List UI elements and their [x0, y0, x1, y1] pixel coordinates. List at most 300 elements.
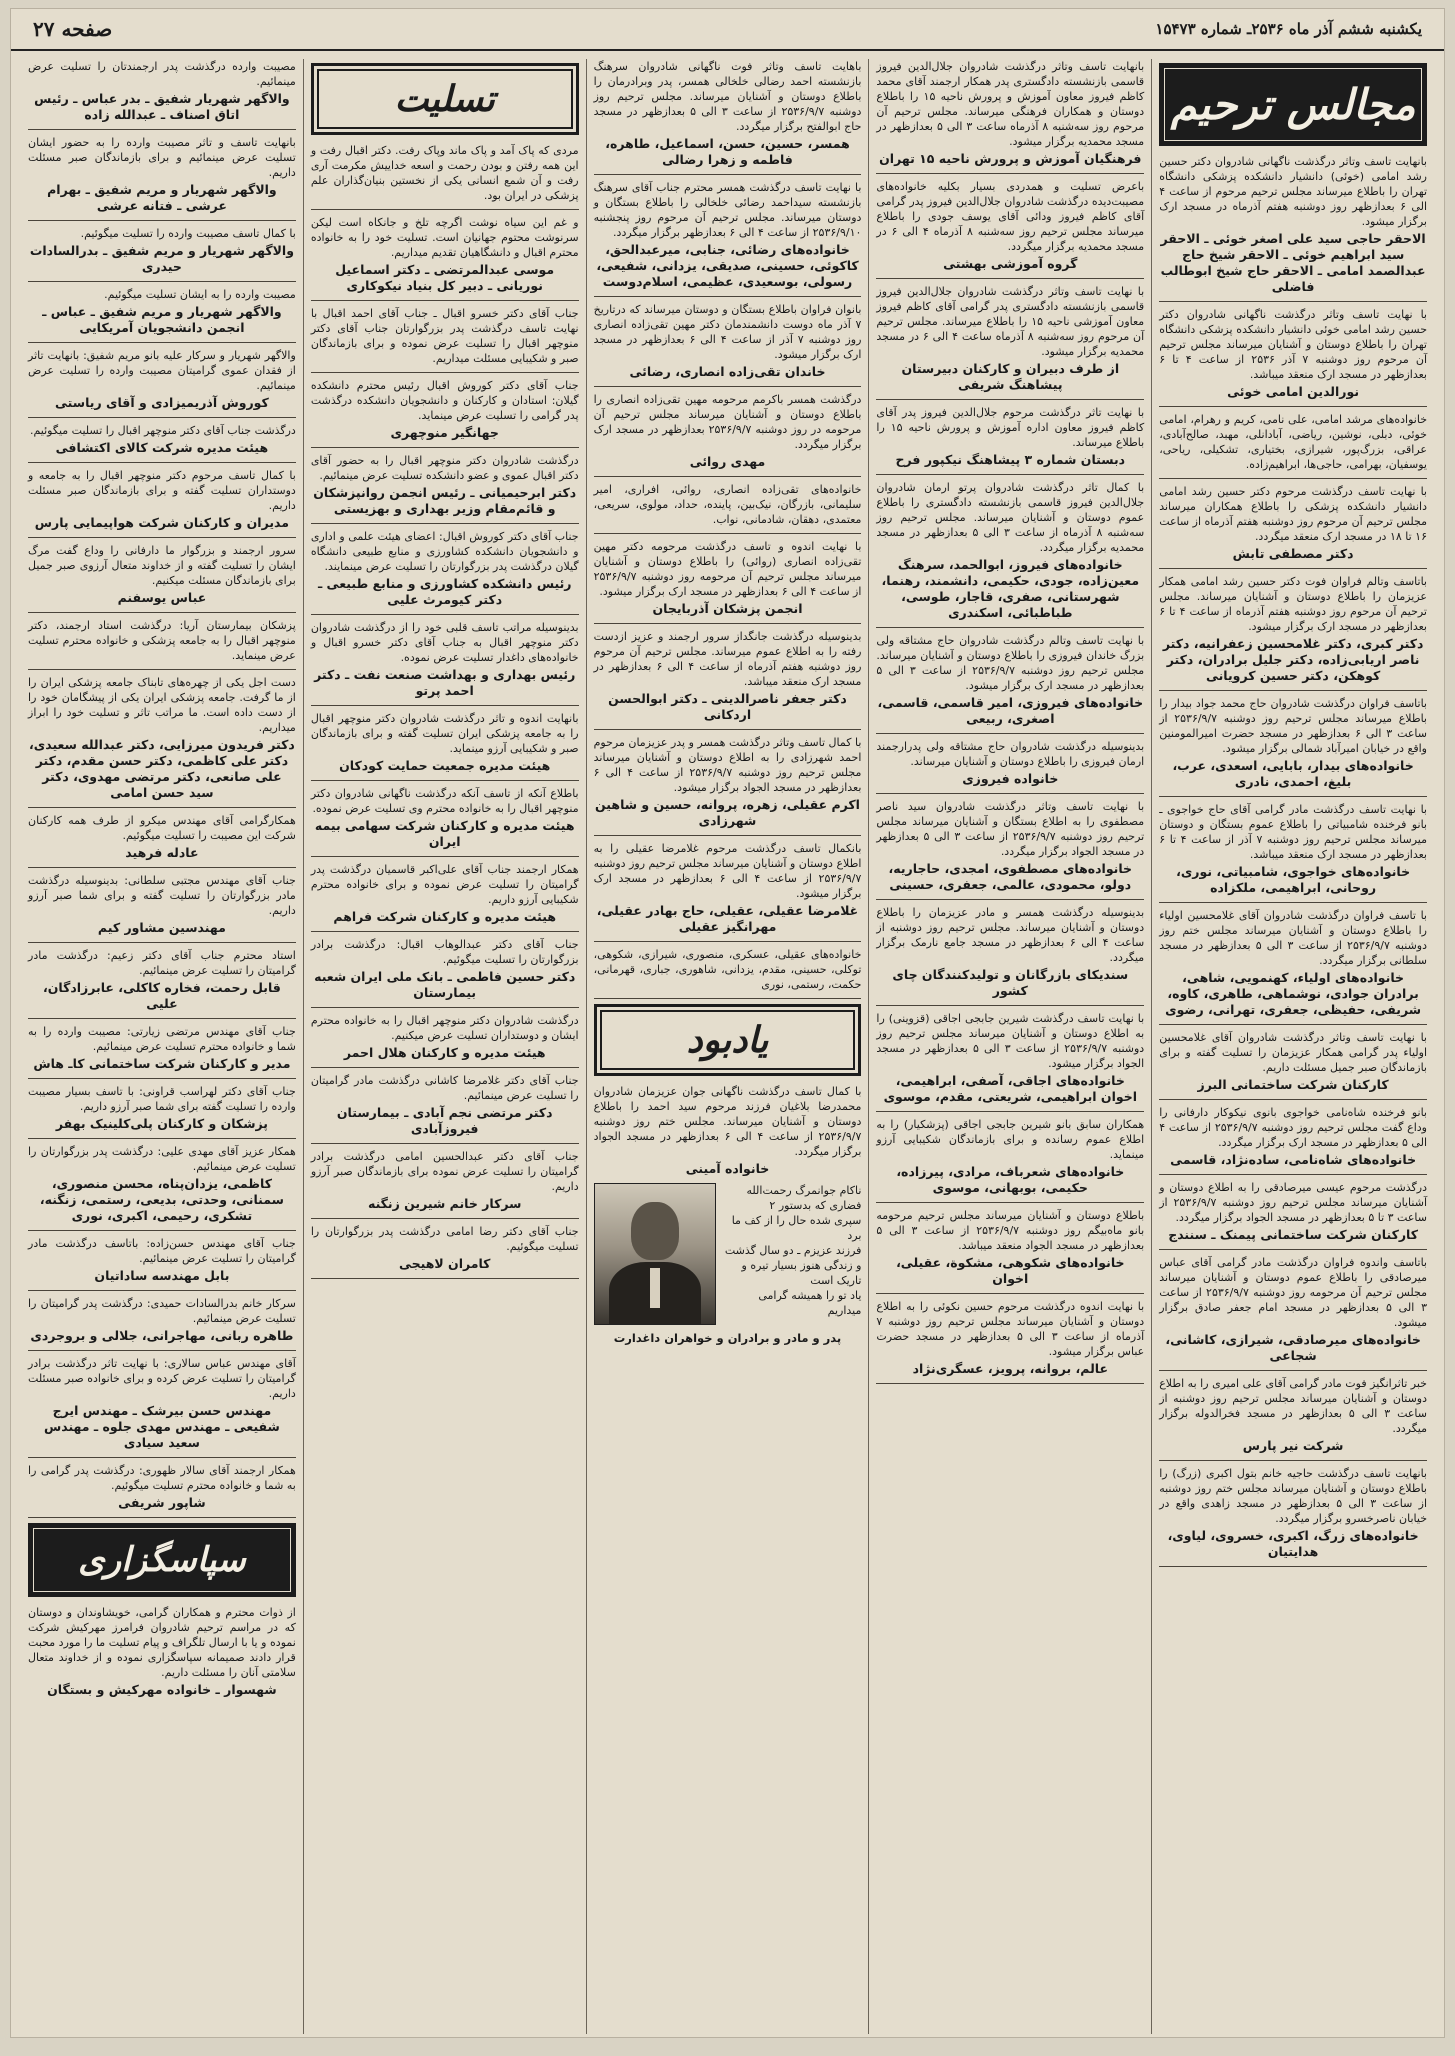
notice: [1159, 1180, 1427, 1243]
notice-text: جناب آقای دکتر خسرو اقبال ـ جناب آقای احمد اقبال با نهایت تاسف درگذشت پدر بزرگوارتان جناب آقای دکتر منوچهر اقبال را تسلیت عرض نموده و برای بازماندگان صبر و شکیبایی مسئلت میداریم.: [310, 307, 579, 365]
notice-signature: خانواده‌های شعرباف، مرادی، پیرزاده، حکیمی، بوبهانی، موسوی: [896, 1164, 1125, 1195]
banner-yadbud: یادبود: [594, 1004, 862, 1076]
divider: [1159, 1249, 1427, 1250]
notice: [311, 143, 579, 203]
notice: [1159, 908, 1427, 1018]
notice: [594, 841, 862, 935]
divider: [1159, 690, 1427, 691]
notice-text: درگذشت شادروان دکتر منوچهر اقبال را به حضور آقای دکتر اقبال عموی و عضو دانشکده تسلیت عرض مینمائیم.: [310, 454, 579, 482]
notice-text: با نهایت تاسف وتاثر درگذشت ناگهانی شادروان دکتر حسین رشد امامی خوئی دانشیار دانشکده پزشکی دانشگاه تهران را باطلاع دوستان و آشنایان میرساند مجلس ترحیم آن مرحوم روز دوشنبه ۷ آذر ۲۵۳۶ از ساعت ۴ تا ۶ بعدازظهر در مسجد ارک منعقد میباشد.: [1159, 308, 1428, 381]
divider: [1159, 1024, 1427, 1025]
notice-signature: همسر، حسین، حسن، اسماعیل، طاهره، فاطمه و زهرا رضالی: [605, 136, 850, 167]
notice: [28, 1084, 296, 1132]
notice: [876, 405, 1144, 468]
notice-signature: نورالدین امامی خوئی: [1227, 384, 1360, 399]
notice: [311, 1149, 579, 1212]
notice-signature: والاگهر شهریار و مریم شفیق ـ بدرالسادات حیدری: [29, 243, 294, 274]
notice-text: با کمال تاثر درگذشت شادروان پرتو ارمان شادروان جلال‌الدین فیروز قاسمی بازنشسته دادگستری را باطلاع عموم دوستان و آشنایان میرساند. مجلس ترحیم روز سه‌شنبه ۸ آذرماه از ساعت ۳ الی ۵ بعدازظهر در مسجد محمدیه برگزار میگردد.: [876, 481, 1145, 554]
divider: [28, 1290, 296, 1291]
divider: [876, 474, 1144, 475]
notice-signature: خانواده‌های فیروزی، امیر قاسمی، قاسمی، اصغری، ربیعی: [877, 695, 1144, 726]
notice-text: جناب آقای دکتر کوروش اقبال رئیس محترم دانشکده گیلان: استادان و کارکنان و دانشجویان دانشکده درگذشت پدر گرامی را تسلیت عرض مینماید.: [310, 379, 579, 422]
notice-text: والاگهر شهریار و سرکار علیه بانو مریم شفیق: بانهایت تاثر از فقدان عموی گرامیتان مصیبت وارده را تسلیت عرض مینمائیم.: [28, 349, 296, 392]
notice-signature: گروه آموزشی بهشتی: [943, 256, 1078, 271]
divider: [28, 342, 296, 343]
notice-text: با نهایت تاسف وتاثر درگذشت شادروان سید ناصر مصطفوی را به اطلاع بستگان و آشنایان میرساند مجلس ترحیم روز دوشنبه ۲۵۳۶/۹/۷ از ساعت ۳ الی ۵ بعدازظهر در مسجد الجواد برگزار میگردد.: [876, 800, 1145, 858]
notice: [311, 306, 579, 366]
poem-signature: پدر و مادر و برادران و خواهران داغدارت: [613, 1331, 842, 1345]
divider: [1159, 1566, 1427, 1567]
notice-text: درگذشت همسر باکرمم مرحومه مهین تقی‌زاده انصاری را باطلاع دوستان و آشنایان میرساند مجلس ترحیم آن مرحومه در روز دوشنبه ۲۵۳۶/۹/۷ بعدازظهر در مسجد ارک برگزار میگردد.: [593, 393, 862, 451]
divider: [311, 1007, 579, 1008]
divider: [311, 1067, 579, 1068]
notice-text: با نهایت تاثر درگذشت مرحوم جلال‌الدین فیروز پدر آقای کاظم فیروز معاون اداره آموزش و پرورش ناحیه ۱۵ را باطلاع میرساند.: [876, 406, 1145, 449]
notice-text: سرکار خانم بدرالسادات حمیدی: درگذشت پدر گرامیتان را تسلیت عرض مینمائیم.: [28, 1297, 296, 1325]
notice-signature: شاپور شریفی: [118, 1495, 206, 1510]
notice-text: جناب آقای دکتر عبدالوهاب اقبال: درگذشت برادر بزرگوارتان را تسلیت میگوئیم.: [310, 938, 579, 966]
divider: [1159, 1460, 1427, 1461]
divider: [311, 1218, 579, 1219]
notice: [28, 873, 296, 936]
notice-signature: فرهنگیان آموزش و پرورش ناحیه ۱۵ تهران: [879, 151, 1142, 166]
notice-text: جناب آقای مهندس مجتبی سلطانی: بدینوسیله درگذشت مادر بزرگوارتان را تسلیت گفته و برای شما صبر آرزو داریم.: [28, 874, 296, 917]
notice-text: جناب آقای مهندس حسن‌زاده: باتاسف درگذشت مادر گرامیتان را تسلیت عرض مینمائیم.: [28, 1237, 296, 1265]
notice-signature: کامران لاهیجی: [398, 1256, 491, 1271]
notice-text: همکار ارجمند آقای سالار ظهوری: درگذشت پدر گرامی را به شما و خانواده محترم تسلیت میگوئیم.: [28, 1464, 296, 1492]
notice-text: درگذشت جناب آقای دکتر منوچهر اقبال را تسلیت میگوئیم.: [29, 424, 296, 437]
notice: [311, 529, 579, 608]
notice-signature: عباس یوسفنم: [117, 590, 207, 605]
notice-text: با کمال تاسف مصیبت وارده را تسلیت میگوئیم.: [80, 227, 296, 240]
notice-signature: خانواده‌های فیروز، ابوالحمد، سرهنگ معین‌زاده، جودی، حکیمی، دانشمند، رهنما، شهرستانی، صفری، قاجار، طوسی، طباطبائی، اسکندری: [881, 557, 1140, 620]
notice: [311, 215, 579, 294]
notice-text: بانهایت تاسف درگذشت حاجیه خانم بتول اکبری (زرگ) را باطلاع دوستان و آشنایان میرساند مجلس ختم روز دوشنبه از ساعت ۳ الی ۵ بعدازظهر در مسجد زاهدی واقع در خیابان ناصرخسرو برگزار میگردد.: [1159, 1467, 1427, 1525]
notice-text: جناب آقای دکتر غلامرضا کاشانی درگذشت مادر گرامیتان را تسلیت عرض مینمائیم.: [310, 1074, 579, 1102]
notice-text: خانواده‌های عقیلی، عسکری، منصوری، شیرازی، شکوهی، توکلی، حسینی، مقدم، یزدانی، شاهوری، جباری، قهرمانی، حکمت، رستمی، نوری: [593, 948, 862, 991]
notice: [28, 1024, 296, 1072]
notice-text: جناب آقای دکتر لهراسب قراونی: با تاسف بسیار مصیبت وارده را تسلیت گفته برای شما صبر آرزو داریم.: [28, 1085, 296, 1113]
divider: [876, 1111, 1144, 1112]
notice-text: بانهایت تاسف وتاثر درگذشت شادروان جلال‌الدین فیروز قاسمی بازنشسته دادگستری پدر همکار ارجمند آقای محمد کاظم فیروز معاون آموزش و پرورش ناحیه ۱۵ را باطلاع دوستان و همکاران فرهنگی میرساند. مجلس ترحیم آن مرحوم روز سه‌شنبه ۸ آذرماه ساعت ۳ الی ۵ بعدازظهر در مسجد محمدیه برگزار میشود.: [876, 60, 1145, 148]
notice-signature: مدیران و کارکنان شرکت هواپیمایی پارس: [34, 515, 290, 530]
notice: [594, 59, 862, 168]
notice-signature: مدیر و کارکنان شرکت ساختمانی کاـ هاش: [33, 1056, 291, 1071]
notice: [876, 1299, 1144, 1377]
banner-sepasgozari: سپاسگزاری: [28, 1523, 296, 1597]
notice: [311, 378, 579, 441]
divider: [28, 1517, 296, 1518]
notice: [876, 179, 1144, 272]
notice-text: با نهایت تاسف وتاثر درگذشت شادروان آقای غلامحسین اولیاء پدر گرامی همکار عزیزمان را تسلیت گفته و برای بازماندگان صبر جمیل مسئلت داریم.: [1159, 1031, 1427, 1074]
notice-signature: کارکنان شرکت ساختمانی پیمنک ـ سنندج: [1168, 1227, 1418, 1242]
notice-text: خبر تاثرانگیز فوت مادر گرامی آقای علی امیری را به اطلاع دوستان و آشنایان میرساند مجلس ترحیم روز دوشنبه از ساعت ۳ الی ۵ بعدازظهر در مسجد فخرالدوله برگزار میگردد.: [1159, 1377, 1427, 1435]
banner-majales-tarhim: مجالس ترحیم: [1159, 63, 1427, 146]
notice-text: با نهایت تاسف درگذشت مادر گرامی آقای حاج خواجوی ـ بانو فرخنده شامبیاتی را باطلاع عموم بستگان و دوستان میرساند مجلس ترحیم روز دوشنبه ۷ آذر از ساعت ۴ تا ۶ بعدازظهر در مسجد ارک منعقد میباشد.: [1159, 803, 1428, 861]
divider: [311, 300, 579, 301]
notice: [311, 1224, 579, 1272]
notice-signature: غلامرضا عقیلی، عقیلی، حاج بهادر عقیلی، مهرانگیز عقیلی: [596, 903, 859, 934]
memorial-poem: [724, 1183, 862, 1318]
divider: [594, 729, 862, 730]
divider: [28, 537, 296, 538]
notice: [594, 629, 862, 723]
notice-signature: مهندس حسن بیرشک ـ مهندس ایرج شفیعی ـ مهندس مهدی جلوه ـ مهندس سعید سیادی: [43, 1403, 280, 1450]
notice: [876, 1117, 1144, 1196]
notice: [28, 1144, 296, 1224]
notice-signature: بابل مهندسه ساداتیان: [94, 1268, 230, 1283]
column-grid: [11, 51, 1444, 2034]
notice: [311, 862, 579, 925]
notice-signature: دکتر جعفر ناصرالدینی ـ دکتر ابوالحسن اردکانی: [608, 691, 847, 722]
poem-line: سپری شده حال را از کف ما برد: [731, 1214, 862, 1242]
notice-signature: هیئت مدیره جمعیت حمایت کودکان: [339, 758, 551, 773]
notice: [28, 1296, 296, 1344]
divider: [28, 1230, 296, 1231]
notice-signature: هیئت مدیره شرکت کالای اکتشافی: [55, 440, 269, 455]
divider: [1159, 301, 1427, 302]
notice: [311, 453, 579, 517]
notice: [876, 799, 1144, 893]
notice-text: باعرض تسلیت و همدردی بسیار بکلیه خانواده‌های مصیبت‌دیده درگذشت شادروان جلال‌الدین فیروز پدر گرامی آقای کاظم فیروز ودائی آقای یوسف جودی را باطلاع میرساند مجلس ترحیم روز سه‌شنبه ۸ آذرماه ۴ الی ۶ در مسجد محمدیه برگزار میگردد.: [876, 180, 1145, 253]
notice-text: بانهایت اندوه و تاثر درگذشت شادروان دکتر منوچهر اقبال را به جامعه پزشکی ایران تسلیت گفته و برای بازماندگان صبر و شکیبایی آرزو مینماید.: [310, 712, 579, 755]
notice: [28, 543, 296, 606]
notice-signature: پزشکان و کارکنان پلی‌کلینیک بهفر: [55, 1116, 268, 1131]
thanks-notice: [28, 1605, 296, 1698]
notice-text: بانهایت تاسف وتاثر درگذشت ناگهانی شادروان دکتر حسین رشد امامی (خوئی) دانشیار دانشکده پزشکی دانشگاه تهران را باطلاع میرساند مجلس ترحیم مرحوم از ساعت ۴ الی ۶ بعدازظهر روز دوشنبه هفتم آذرماه در مسجد ارک برگزار میشود.: [1159, 155, 1428, 228]
notice-signature: طاهره ربانی، مهاجرانی، جلالی و بروجردی: [30, 1328, 294, 1343]
divider: [876, 733, 1144, 734]
divider: [876, 278, 1144, 279]
notice-text: جناب آقای دکتر عبدالحسین امامی درگذشت برادر گرامیتان را تسلیت عرض نموده برای بازماندگان صبر آرزو داریم.: [310, 1150, 579, 1193]
notice: [28, 226, 296, 275]
divider: [28, 417, 296, 418]
divider: [28, 1457, 296, 1458]
notice-text: جناب آقای دکتر کوروش اقبال: اعضای هیئت علمی و اداری و دانشجویان دانشکده کشاورزی و منابع طبیعی دانشگاه گیلان درگذشت پدر بزرگوارتان را تسلیت عرض مینمایند.: [310, 530, 579, 573]
notice: [594, 539, 862, 617]
notice-text: بانکمال تاسف درگذشت مرحوم غلامرضا عقیلی را به اطلاع دوستان و آشنایان میرساند مجلس ترحیم روز دوشنبه ۲۵۳۶/۹/۷ از ساعت ۴ الی ۶ بعدازظهر در مسجد ارک برگزار میشود.: [593, 842, 862, 900]
issue-info: یکشنبه ششم آذر ماه ۲۵۳۶ـ شماره ۱۵۴۷۳: [1155, 20, 1422, 38]
divider: [594, 623, 862, 624]
divider: [594, 998, 862, 999]
divider: [28, 867, 296, 868]
notice: [28, 59, 296, 123]
thanks-signature: شهسوار ـ خانواده مهرکیش و بستگان: [47, 1682, 277, 1697]
notice-text: همکاران سابق بانو شیرین جابجی اجاقی (پزشکیار) را به اطلاع عموم رسانده و برای بازماندگان شکیبایی آرزو مینماید.: [876, 1118, 1145, 1161]
notice-signature: خانواده‌های مصطفوی، امجدی، حاجاریه، دولو، محمودی، عالمی، جعفری، حسینی: [888, 861, 1133, 892]
notice-text: با نهایت تاسف وتاثر درگذشت شادروان جلال‌الدین فیروز قاسمی بازنشسته دادگستری پدر گرامی آقای کاظم فیروز معاون آموزشی ناحیه ۱۵ را باطلاع میرساند. مجلس ترحیم آن مرحوم روز سه‌شنبه ۸ آذرماه ساعت ۴ الی ۶ در مسجد محمدیه برگزار میشود.: [876, 285, 1145, 358]
poem-line: فرزند عزیزم ـ دو سال گذشت: [724, 1244, 862, 1257]
notice: [876, 480, 1144, 621]
divider: [28, 281, 296, 282]
divider: [876, 399, 1144, 400]
notice: [594, 482, 862, 527]
notice-signature: جهانگیر منوچهری: [390, 425, 499, 440]
notice-text: با نهایت اندوه و تاسف درگذشت مرحومه دکتر مهین تقی‌زاده انصاری (روائی) را باطلاع دوستان و آشنایان میرساند مجلس ترحیم آن مرحومه روز دوشنبه ۲۵۳۶/۹/۷ از ساعت ۴ الی ۶ بعدازظهر در مسجد ارک برگزار میشود.: [593, 540, 862, 598]
notice-text: با نهایت تاسف وتالم درگذشت شادروان حاج مشتاقه ولی بزرگ خاندان فیروزی را باطلاع دوستان و آشنایان میرساند. مجلس ترحیم روز دوشنبه ۲۵۳۶/۹/۷ از ساعت ۳ الی ۵ بعدازظهر در مسجد ارک برگزار میشود.: [876, 634, 1145, 692]
notice-text: مصیبت وارده را به ایشان تسلیت میگوئیم.: [104, 288, 296, 301]
notice-text: همکارگرامی آقای مهندس میکرو از طرف همه کارکنان شرکت این مصیبت را تسلیت میگوئیم.: [28, 814, 296, 842]
notice-signature: موسی عبدالمرتضی ـ دکتر اسماعیل نوریانی ـ دبیر کل بنیاد نیکوکاری: [335, 262, 555, 293]
divider: [594, 174, 862, 175]
divider: [28, 1018, 296, 1019]
notice-signature: سرکار خانم شیرین زنگنه: [367, 1196, 522, 1211]
notice-signature: سندیکای بازرگانان و تولیدکنندگان چای کشور: [892, 967, 1129, 998]
notice: [876, 739, 1144, 787]
notice-text: بانو فرخنده شاه‌نامی خواجوی بانوی نیکوکار دارفانی را وداع گفت مجلس ترحیم روز دوشنبه ۲۵۳۶/۹/۷ از ساعت ۴ الی ۵ بعدازظهر در مسجد ارک برگزار میگردد.: [1159, 1106, 1427, 1149]
memorial-text: با کمال تاسف درگذشت ناگهانی جوان عزیزمان شادروان محمدرضا بلاغیان فرزند مرحوم سید احمد را باطلاع دوستان و آشنایان میرساند. مجلس ختم روز دوشنبه ۲۵۳۶/۹/۷ از ساعت ۴ الی ۶ بعدازظهر در مسجد الجواد برگزار میگردد.: [593, 1085, 862, 1158]
notice-text: سرور ارجمند و بزرگوار ما دارفانی را وداع گفت مرگ ایشان را تسلیت گفته و از خداوند متعال آرزوی صبر جمیل برای بازماندگان مسئلت میکنیم.: [28, 544, 296, 587]
divider: [594, 941, 862, 942]
divider: [28, 1350, 296, 1351]
notice: [1159, 1376, 1427, 1454]
poem-line: ناکام جوانمرگ رحمت‌الله فضاری که بدستور ۲: [746, 1184, 862, 1212]
divider: [311, 856, 579, 857]
notice-signature: هیئت مدیره و کارکنان شرکت فراهم: [333, 909, 557, 924]
newspaper-page: [10, 8, 1445, 2038]
notice-signature: خانواده‌های بیدار، بابایی، اسعدی، عرب، بلیغ، احمدی، نادری: [1172, 758, 1414, 789]
notice-signature: رئیس دانشکده کشاورزی و منابع طبیعی ـ دکتر کیومرث علیی: [317, 576, 572, 607]
thanks-text: از ذوات محترم و همکاران گرامی، خویشاوندان و دوستان که در مراسم ترحیم شادروان فرامرز مهرکیش شرکت نموده و یا با ارسال تلگراف و پیام تسلیت ما را مورد محبت قرار دادند صمیمانه سپاسگزاری نموده و از خداوند متعال سلامتی آنان را مسئلت داریم.: [28, 1606, 296, 1679]
notice: [311, 1073, 579, 1137]
notice-text: باتاسف وتالم فراوان فوت دکتر حسین رشد امامی همکار عزیزمان را باطلاع دوستان و آشنایان میرساند. مجلس ترحیم آن مرحوم روز دوشنبه هفتم آذرماه از ساعت ۴ تا ۶ بعدازظهر در مسجد ارک برگزار میشود.: [1159, 575, 1427, 633]
divider: [876, 793, 1144, 794]
notice-signature: خانواده‌های شکوهی، مشکوة، عقیلی، اخوان: [896, 1255, 1125, 1286]
divider: [28, 462, 296, 463]
notice-signature: هیئت مدیره و کارکنان شرکت سهامی بیمه ایران: [314, 818, 575, 849]
notice-text: مصیبت وارده درگذشت پدر ارجمندتان را تسلیت عرض مینمائیم.: [28, 60, 296, 88]
notice-signature: الاحقر حاجی سید علی اصغر خوئی ـ الاحقر سید ابراهیم خوئی ـ الاحقر شیخ حاج عبدالصمد امامی ـ الاحقر حاج شیخ ابوطالب فاضلی: [1160, 231, 1426, 294]
divider: [594, 476, 862, 477]
notice-text: باطلاع آنکه از تاسف آنکه درگذشت ناگهانی شادروان دکتر منوچهر اقبال را به خانواده محترم وی تسلیت عرض نموده.: [310, 787, 579, 815]
notice: [311, 786, 579, 850]
notice-text: جناب آقای مهندس مرتضی زیارتی: مصیبت وارده را به شما و خانواده محترم تسلیت عرض مینمائیم.: [28, 1025, 296, 1053]
divider: [311, 931, 579, 932]
notice: [876, 1011, 1144, 1105]
notice: [1159, 484, 1427, 562]
notice: [1159, 307, 1427, 400]
notice: [28, 675, 296, 801]
notice-text: با تاسف فراوان درگذشت شادروان آقای غلامحسین اولیاء را باطلاع دوستان و آشنایان میرساند مجلس ختم روز دوشنبه ۲۵۳۶/۹/۷ از ساعت ۳ الی ۵ بعدازظهر در مسجد سلطانی برگزار میگردد.: [1159, 909, 1427, 967]
notice: [28, 1463, 296, 1511]
notice-text: استاد محترم جناب آقای دکتر زعیم: درگذشت مادر گرامیتان را تسلیت عرض مینمائیم.: [28, 949, 296, 977]
divider: [594, 386, 862, 387]
notice-text: باتاسف فراوان درگذشت شادروان حاج محمد جواد بیدار را باطلاع میرساند مجلس ترحیم روز دوشنبه ۲۵۳۶/۹/۷ از ساعت ۳ الی ۶ بعدازظهر در مسجد حضرت امیرالمومنین واقع در خیابان امیرآباد شمالی برگزار میشود.: [1159, 697, 1427, 755]
notice: [594, 392, 862, 470]
notice-signature: مهدی روائی: [689, 454, 766, 469]
notice-signature: خانواده‌های شاه‌نامی، ساده‌نژاد، قاسمی: [1170, 1152, 1417, 1167]
notice-signature: هیئت مدیره و کارکنان هلال احمر: [343, 1045, 546, 1060]
notice-signature: دکتر ابرحیمیانی ـ رئیس انجمن روانپزشکان و قائم‌مقام وزیر بهداری و بهزیستی: [313, 485, 577, 516]
notice-signature: قابل رحمت، فخاره کاکلی، عابرزادگان، علیی: [42, 980, 281, 1011]
notice: [1159, 412, 1427, 472]
notice-signature: خانواده‌های رضائی، جنابی، میرعبدالحق، کاکوئی، حسینی، صدیقی، یزدانی، شفیعی، رسولی، بوسعیدی، عظیمی، اسلام‌دوست: [596, 242, 859, 289]
notice-signature: والاگهر شهریار شفیق ـ بدر عباس ـ رئیس اتاق اصناف ـ عبدالله زاده: [34, 91, 290, 122]
notice: [876, 905, 1144, 999]
divider: [311, 523, 579, 524]
notice-signature: خانواده‌های خواجوی، شامبیاتی، نوری، روحانی، ابراهیمی، ملکزاده: [1176, 864, 1411, 895]
memorial-signature: خانواده آمینی: [685, 1161, 770, 1176]
notice-text: بدینوسیله درگذشت جانگداز سرور ارجمند و عزیز ازدست رفته را به اطلاع عموم میرساند. مجلس ترحیم آن مرحوم روز دوشنبه هفتم آذرماه از ساعت ۴ الی ۶ بعدازظهر در مسجد ارک منعقد میباشد.: [593, 630, 862, 688]
page-number: صفحه ۲۷: [33, 17, 113, 41]
notice-signature: رئیس بهداری و بهداشت صنعت نفت ـ دکتر احمد پرتو: [314, 667, 576, 698]
notice-signature: خانواده‌های اولیاء، کهنمویی، شاهی، برادران جوادی، نوشماهی، طاهری، کاوه، شریفی، حفیظی، جعفری، تهرانی، رضوی: [1165, 970, 1422, 1017]
column-tasliyat: [303, 59, 586, 2034]
notice-signature: دکتر کبری، دکتر غلامحسین زعفرانیه، دکتر ناصر اریابی‌زاده، دکتر جلیل برادران، دکتر کوهکن، دکتر حسین کرویانی: [1162, 636, 1424, 683]
notice-signature: خانواده‌های زرگ، اکبری، خسروی، لیاوی، هدایتیان: [1167, 1528, 1419, 1559]
notice: [311, 937, 579, 1001]
notice-signature: خانواده‌های اجاقی، آصفی، ابراهیمی، اخوان ابراهیمی، شریعتی، مقدم، موسوی: [883, 1073, 1138, 1104]
divider: [1159, 1174, 1427, 1175]
poem-line: یاد تو را همیشه گرامی میداریم: [758, 1289, 862, 1317]
divider: [28, 669, 296, 670]
divider: [1159, 902, 1427, 903]
poem-line: و زندگی هنوز بسیار تیره و تاریک است: [741, 1259, 862, 1287]
notice-signature: خانواده فیروزی: [962, 771, 1059, 786]
notice-signature: مهندسین مشاور کیم: [97, 920, 226, 935]
notice: [594, 180, 862, 290]
notice-text: بدینوسیله درگذشت شادروان حاج مشتاقه ولی پدرارجمند ارمان فیروزی را باطلاع دوستان و آشنایان میرساند.: [876, 740, 1145, 768]
notice-text: باهایت تاسف وتاثر فوت ناگهانی شادروان سرهنگ بازنشسته احمد رضالی خلخالی همسر، پدر وبرادرمان را باطلاع دوستان و آشنایان میرساند. مجلس ترحیم روز دوشنبه ۲۵۳۶/۹/۷ از ساعت ۳ الی ۵ بعدازظهر در مسجد حاج ابوالفتح برگزار میگردد.: [593, 60, 862, 133]
divider: [28, 129, 296, 130]
notice: [1159, 802, 1427, 896]
divider: [1159, 568, 1427, 569]
notice-text: مردی که پاک آمد و پاک ماند وپاک رفت. دکتر اقبال رفت و این همه رفتن و بودن رحمت و اسعه خداییش مکرمت آری رفت و آن شمع انسانی یکی از نخستین بنیان‌گذاران علم پزشکی در ایران بود.: [310, 144, 579, 202]
notice: [28, 618, 296, 663]
memorial-notice: [594, 1084, 862, 1177]
notice-signature: عالم، بروانه، پرویز، عسگری‌نژاد: [912, 1361, 1109, 1376]
column-notices-5: [21, 59, 303, 2034]
notice-text: بانوان فراوان باطلاع بستگان و دوستان میرساند که درتاریخ ۷ آذر ماه دوست دانشمندمان دکتر مهین تقی‌زاده انصاری روز دوشنبه ۷ آذر از ساعت ۴ الی ۶ بعدازظهر در مسجد ارک برگزار میشود.: [593, 303, 862, 361]
portrait-photo: [594, 1183, 716, 1325]
divider: [311, 209, 579, 210]
column-majales-tarhim: [1151, 59, 1434, 2034]
notice: [1159, 1255, 1427, 1364]
notice: [876, 59, 1144, 167]
notice-text: با نهایت تاسف درگذشت مرحوم دکتر حسین رشد امامی دانشیار دانشکده پزشکی را باطلاع همکاران میرساند مجلس ترحیم آن مرحوم روز دوشنبه هفتم آذرماه از ساعت ۱۶ تا ۱۸ در مسجد ارک منعقد میگردد.: [1159, 485, 1427, 543]
masthead: [11, 9, 1444, 51]
notice-signature: انجمن پزشکان آذربایجان: [652, 601, 803, 616]
notice: [1159, 1105, 1427, 1168]
notice: [1159, 154, 1427, 295]
divider: [311, 614, 579, 615]
divider: [28, 612, 296, 613]
notice-signature: عادله فرهید: [125, 845, 199, 860]
notice: [311, 711, 579, 774]
notice-signature: دبستان شماره ۳ پیشاهنگ نیکپور فرح: [895, 452, 1126, 467]
notice: [876, 633, 1144, 727]
divider: [876, 1005, 1144, 1006]
divider: [28, 1138, 296, 1139]
notice: [28, 1236, 296, 1284]
notice-text: خانواده‌های تقی‌زاده انصاری، روائی، افراری، امیر سلیمانی، بازرگان، نیک‌بین، پاینده، حداد، مولوی، سریعی، معتمدی، دهقان، شادمانی، نواب.: [593, 483, 862, 526]
notice-text: بدینوسیله درگذشت همسر و مادر عزیزمان را باطلاع دوستان و آشنایان میرساند. مجلس ترحیم روز دوشنبه از ساعت ۴ الی ۶ بعدازظهر در مسجد جامع نارمک برگزار میگردد.: [876, 906, 1145, 964]
divider: [311, 372, 579, 373]
notice: [311, 1013, 579, 1061]
divider: [311, 1278, 579, 1279]
divider: [594, 533, 862, 534]
notice-signature: خانواده‌های میرصادقی، شیرازی، کاشانی، شجاعی: [1165, 1332, 1421, 1363]
notice-text: درگذشت شادروان دکتر منوچهر اقبال را به خانواده محترم ایشان و دوستداران تسلیت عرض میکنیم.: [310, 1014, 579, 1042]
notice-signature: از طرف دبیران و کارکنان دبیرستان پیشاهنگ شریفی: [901, 361, 1120, 392]
divider: [594, 296, 862, 297]
notice-signature: دکتر مصطفی تابش: [1232, 546, 1354, 561]
notice-text: جناب آقای دکتر رضا امامی درگذشت پدر بزرگوارتان را تسلیت میگوئیم.: [310, 1225, 579, 1253]
notice-text: بانهایت تاسف و تاثر مصیبت وارده را به حضور ایشان تسلیت عرض مینمائیم و برای بازماندگان صبر مسئلت داریم.: [28, 136, 296, 179]
notice: [28, 813, 296, 861]
notice-signature: دکتر مرتضی نجم آبادی ـ بیمارستان فیروزآبادی: [336, 1105, 553, 1136]
notice-text: درگذشت مرحوم عیسی میرصادقی را به اطلاع دوستان و آشنایان میرساند مجلس ترحیم روز دوشنبه ۲۵۳۶/۹/۷ از ساعت ۳ تا ۵ بعدازظهر در مسجد الجواد برگزار میگردد.: [1159, 1181, 1427, 1224]
notice-signature: شرکت نیر پارس: [1242, 1438, 1344, 1453]
notice: [28, 948, 296, 1012]
notice-text: دست اجل یکی از چهره‌های تابناک جامعه پزشکی ایران را از ما گرفت. جامعه پزشکی ایران یکی از پیشگامان خود را از دست داده است. ما مراتب تاثر و تسلیت خود را ابراز میداریم.: [28, 676, 296, 734]
divider: [1159, 1370, 1427, 1371]
notice-text: پزشکان بیمارستان آریا: درگذشت استاد ارجمند، دکتر منوچهر اقبال را به جامعه پزشکی و خانواده محترم تسلیت عرض مینماید.: [28, 619, 296, 662]
divider: [28, 807, 296, 808]
notice: [876, 1208, 1144, 1287]
notice-text: همکار عزیز آقای مهدی علیی: درگذشت پدر بزرگوارتان را تسلیت عرض مینمائیم.: [28, 1145, 296, 1173]
notice: [28, 348, 296, 411]
divider: [28, 942, 296, 943]
divider: [1159, 478, 1427, 479]
notice: [594, 302, 862, 380]
notice: [28, 135, 296, 214]
divider: [1159, 1099, 1427, 1100]
notice: [1159, 1466, 1427, 1560]
notice-signature: والاگهر شهریار و مریم شفیق ـ عباس ـ انجمن دانشجویان آمریکایی: [42, 304, 282, 335]
divider: [594, 835, 862, 836]
column-notices-2: [868, 59, 1151, 2034]
divider: [311, 780, 579, 781]
notice-text: باطلاع دوستان و آشنایان میرساند مجلس ترحیم مرحومه بانو ماه‌بیگم روز دوشنبه ۲۵۳۶/۹/۷ از ساعت ۳ الی ۵ بعدازظهر در مسجد الجواد منعقد میباشد.: [876, 1209, 1145, 1252]
divider: [876, 1383, 1144, 1384]
column-notices-3: [586, 59, 869, 2034]
banner-tasliyat: تسلیت: [311, 63, 579, 135]
notice: [28, 468, 296, 531]
notice-text: آقای مهندس عباس سالاری: با نهایت تاثر درگذشت برادر گرامیتان را تسلیت عرض کرده و برای خانواده صبر مسئلت داریم.: [28, 1357, 296, 1400]
divider: [311, 1143, 579, 1144]
notice-text: و غم این سیاه نوشت اگرچه تلخ و جانکاه است لیکن سرنوشت محتوم جهانیان است. تسلیت خود را به خانواده محترم اقبال و دانشگاهیان تقدیم میداریم.: [310, 216, 579, 259]
divider: [28, 220, 296, 221]
notice: [28, 287, 296, 336]
notice: [1159, 574, 1427, 684]
notice: [28, 423, 296, 456]
notice-signature: دکتر حسین فاطمی ـ بانک ملی ایران شعبه بیمارستان: [314, 969, 576, 1000]
notice: [594, 735, 862, 829]
divider: [876, 627, 1144, 628]
divider: [876, 899, 1144, 900]
notice: [311, 620, 579, 699]
divider: [311, 705, 579, 706]
notice-text: با کمال تاسف مرحوم دکتر منوچهر اقبال را به جامعه و دوستداران تسلیت گفته و برای بازماندگان صبر مسئلت داریم.: [28, 469, 296, 512]
divider: [311, 447, 579, 448]
notice-text: با کمال تاسف وتاثر درگذشت همسر و پدر عزیزمان مرحوم احمد شهرزادی را به اطلاع دوستان و آشنایان میرساند مجلس ترحیم روز دوشنبه ۲۵۳۶/۹/۷ از ساعت ۴ الی ۶ بعدازظهر در مسجد الجواد برگزار میشود.: [593, 736, 862, 794]
divider: [876, 1202, 1144, 1203]
notice-signature: خاندان تقی‌زاده انصاری، رضائی: [629, 364, 826, 379]
notice-signature: کوروش آذریمیزادی و آقای ریاستی: [55, 395, 269, 410]
notice: [1159, 696, 1427, 790]
notice: [876, 284, 1144, 393]
notice: [1159, 1030, 1427, 1093]
notice: [28, 1356, 296, 1451]
notice: [594, 947, 862, 992]
notice-text: بدینوسیله مراتب تاسف قلبی خود را از درگذشت شادروان دکتر منوچهر اقبال به جناب آقای دکتر خسرو اقبال و خانواده‌های داغدار تسلیت عرض نموده.: [310, 621, 579, 664]
notice-text: با نهایت اندوه درگذشت مرحوم حسین نکوئی را به اطلاع دوستان و آشنایان میرساند مجلس ترحیم روز دوشنبه ۷ آذرماه از ساعت ۳ الی ۵ بعدازظهر در مسجد حضرت عباس برگزار میشود.: [876, 1300, 1145, 1358]
notice-signature: دکتر فریدون میرزایی، دکتر عبدالله سعیدی، دکتر علی کاظمی، دکتر حسن مقدم، دکتر علی صانعی، دکتر مرتضی مهدوی، دکتر سید حسن امامی: [29, 737, 295, 800]
notice-text: خانواده‌های مرشد امامی، علی نامی، کریم و رهرام، امامی خوئی، دبلی، نوشین، ریاضی، آبادانلی، مهبد، صالح‌آبادی، عراقی، بزرگ‌پور، شیرازی، بختیاری، تشکیلی، ریاحی، یوسفیان، بهرامی، حاجی‌ها، ابراهیم‌زاده.: [1159, 413, 1427, 471]
notice-text: با نهایت تاسف درگذشت شیرین جابجی اجاقی (قزوینی) را به اطلاع دوستان و آشنایان میرساند مجلس ترحیم روز دوشنبه ۲۵۳۶/۹/۷ از ساعت ۳ الی ۵ بعدازظهر در مسجد الجواد برگزار میشود.: [876, 1012, 1145, 1070]
notice-signature: کاظمی، یزدان‌پناه، محسن منصوری، سمنانی، وحدتی، بدیعی، رستمی، زنگنه، تشکری، رحیمی، اکبری، نوری: [39, 1176, 284, 1223]
notice-signature: کارکنان شرکت ساختمانی البرز: [1197, 1077, 1389, 1092]
